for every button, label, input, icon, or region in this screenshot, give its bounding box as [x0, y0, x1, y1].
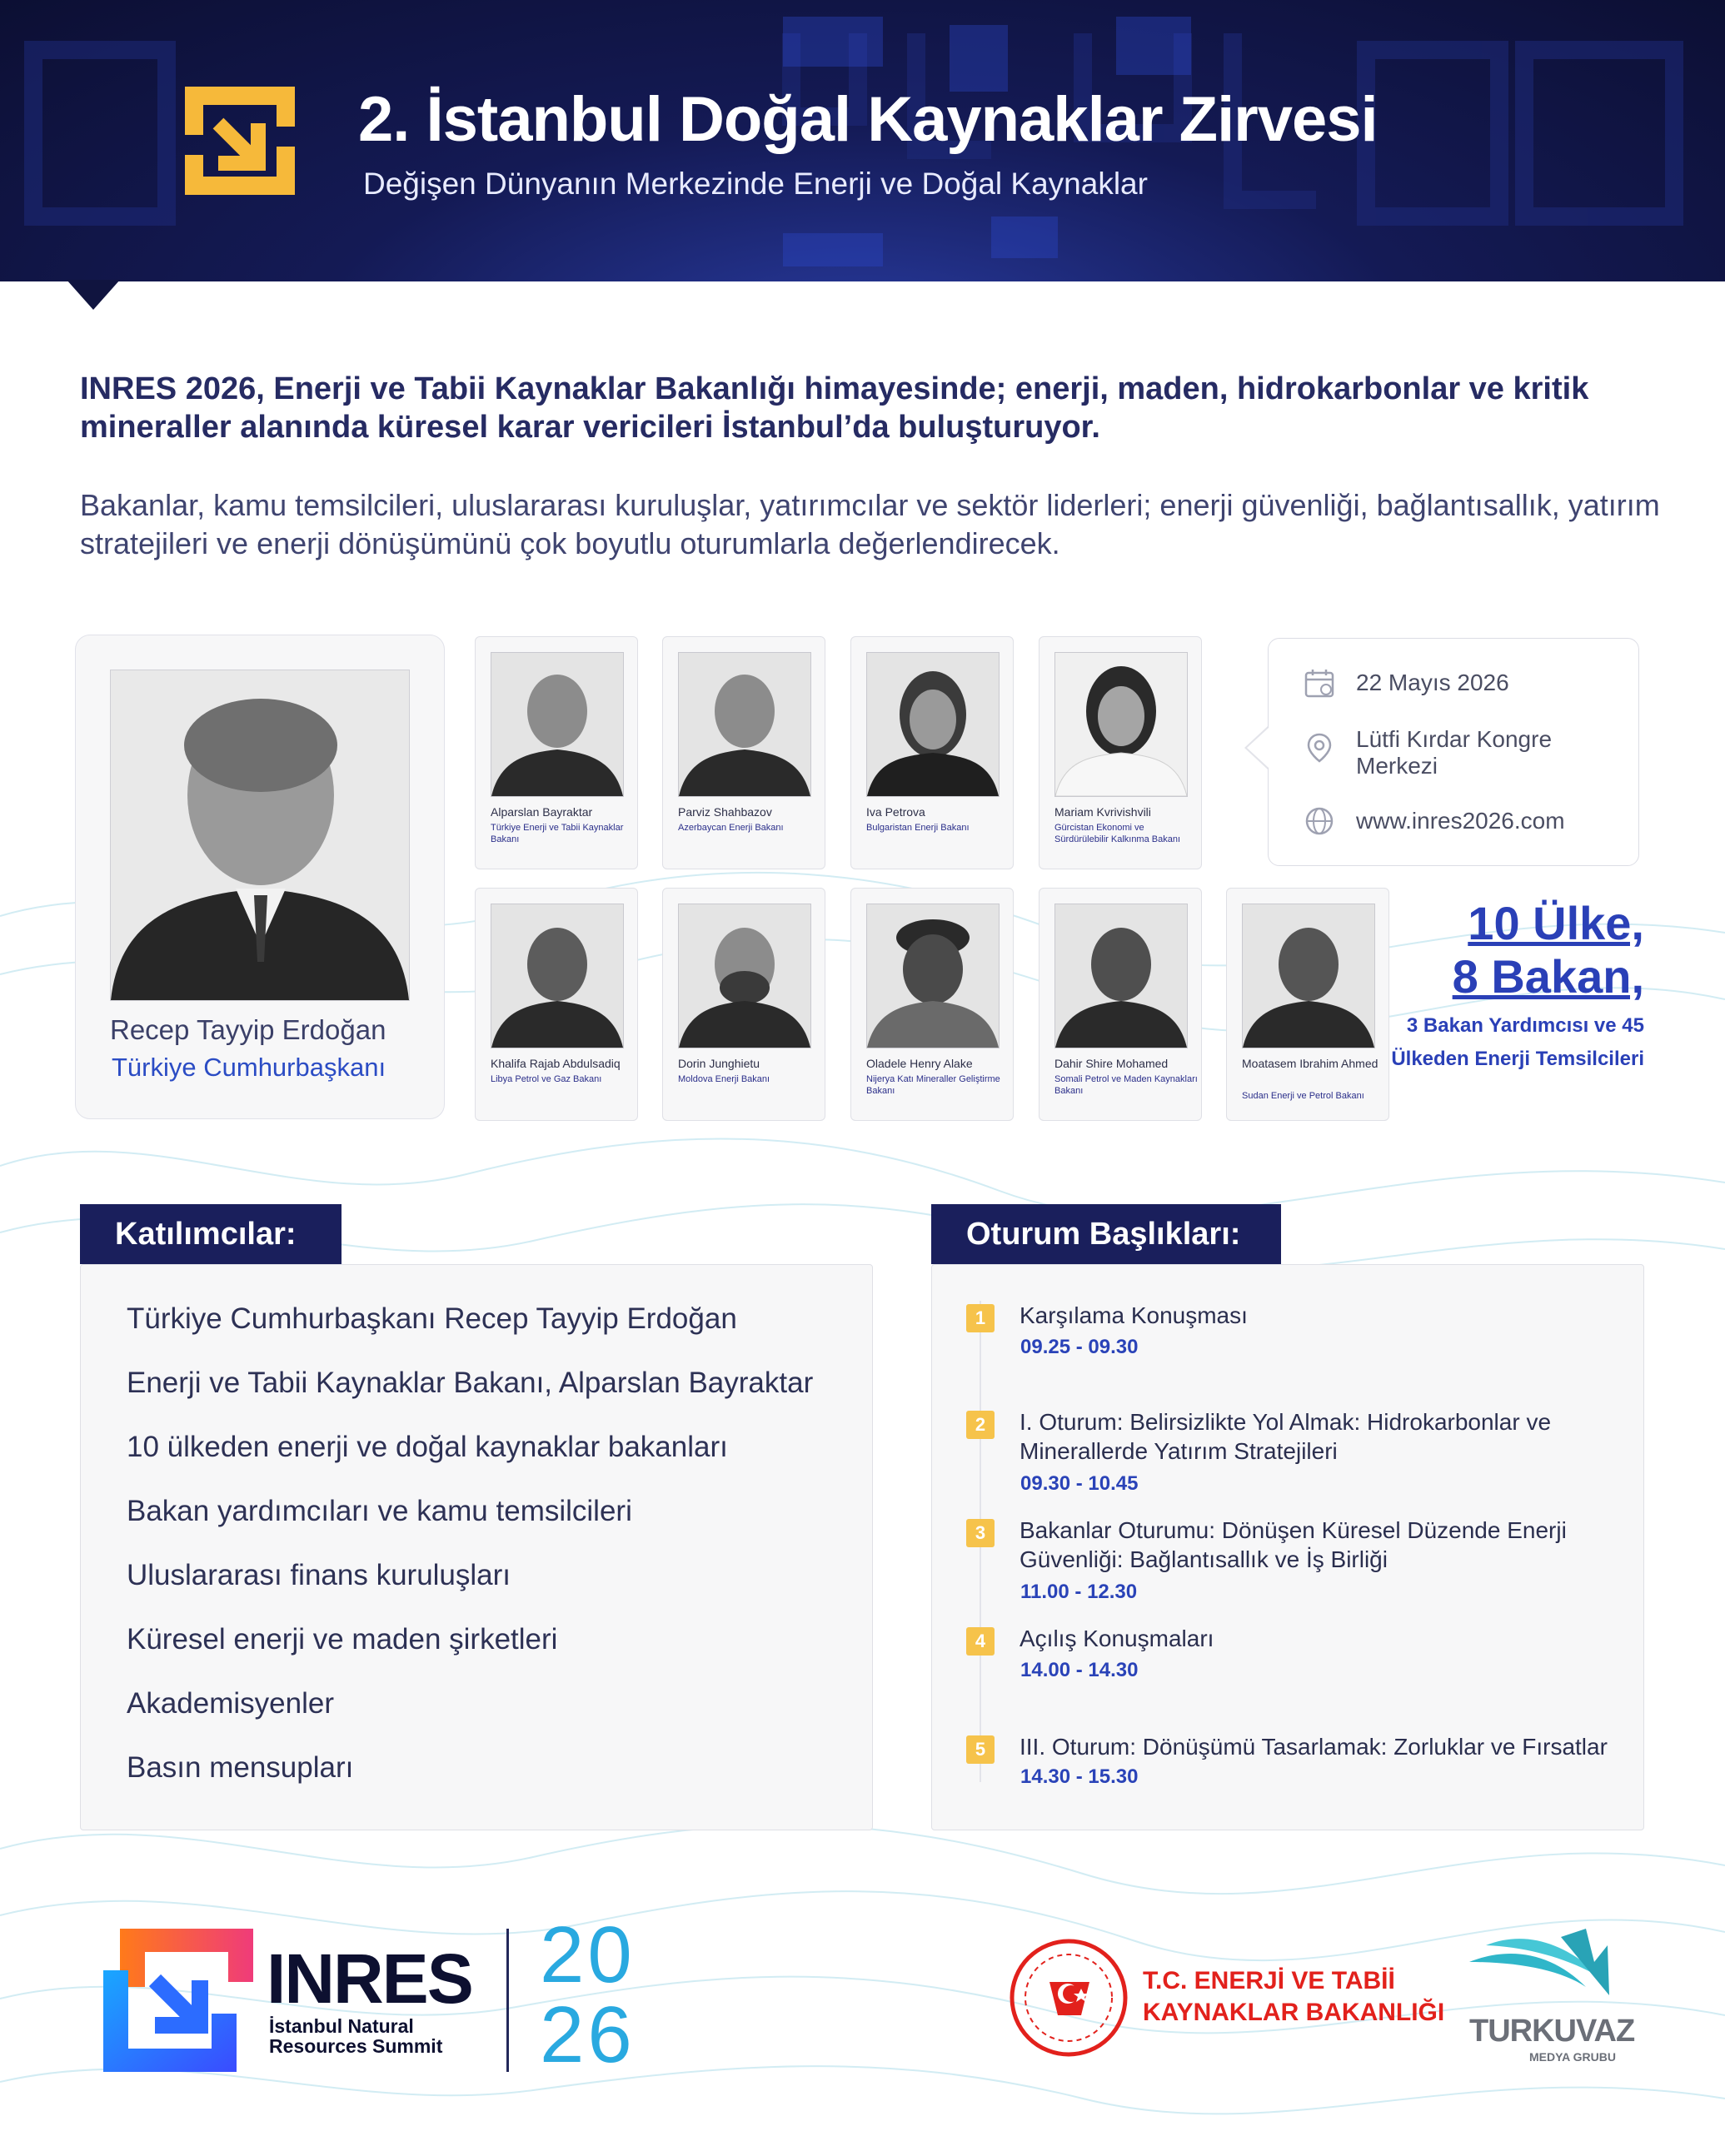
- footer-divider: [506, 1929, 509, 2072]
- minister-card: [475, 888, 638, 1121]
- session-title: Karşılama Konuşması: [1020, 1302, 1248, 1328]
- minister-photo: [866, 652, 1000, 797]
- minister-card: [850, 636, 1014, 869]
- main-speaker-name: Recep Tayyip Erdoğan: [110, 1014, 386, 1045]
- minister-card: [662, 636, 825, 869]
- minister-card: [662, 888, 825, 1121]
- minister-title: Moldova Enerji Bakanı: [678, 1074, 770, 1084]
- inres-subtitle-line2: Resources Summit: [269, 2035, 443, 2057]
- session-number-badge: 4: [966, 1627, 995, 1656]
- inres-subtitle-line1: İstanbul Natural: [269, 2015, 414, 2037]
- page-title: 2. İstanbul Doğal Kaynaklar Zirvesi: [358, 84, 1378, 155]
- minister-name: Parviz Shahbazov: [678, 805, 772, 819]
- participant-item: Basın mensupları: [127, 1751, 354, 1784]
- minister-photo: [678, 652, 811, 797]
- minister-photo: [1054, 652, 1188, 797]
- event-venue: Lütfi Kırdar Kongre Merkezi: [1356, 726, 1553, 779]
- minister-name: Iva Petrova: [866, 805, 925, 819]
- session-time: 09.25 - 09.30: [1020, 1336, 1139, 1358]
- turkuvaz-logo-icon: [1461, 1929, 1614, 2010]
- session-title: I. Oturum: Belirsizlikte Yol Almak: Hidrokarbonlar ve Minerallerde Yatırım Stratejileri: [1020, 1409, 1552, 1464]
- session-number-badge: 2: [966, 1411, 995, 1439]
- minister-photo: [491, 652, 624, 797]
- participant-item: 10 ülkeden enerji ve doğal kaynaklar bakanları: [127, 1431, 728, 1463]
- minister-name: Khalifa Rajab Abdulsadiq: [491, 1057, 621, 1070]
- minister-card: [850, 888, 1014, 1121]
- minister-title: Libya Petrol ve Gaz Bakanı: [491, 1074, 602, 1084]
- session-time: 14.00 - 14.30: [1020, 1659, 1139, 1681]
- intro-lead: INRES 2026, Enerji ve Tabii Kaynaklar Bakanlığı himayesinde; enerji, maden, hidrokarbonlar ve kritik mineraller alanında küresel karar vericileri İstanbul’da buluşturuyor.: [80, 371, 1589, 445]
- year-bottom: 26: [540, 1990, 636, 2079]
- minister-card: [1226, 888, 1389, 1121]
- minister-title: Sudan Enerji ve Petrol Bakanı: [1242, 1091, 1364, 1101]
- turkuvaz-subtitle: MEDYA GRUBU: [1529, 2050, 1616, 2064]
- minister-photo: [1054, 904, 1188, 1048]
- minister-name: Dorin Junghietu: [678, 1057, 760, 1070]
- inres-wordmark: INRES: [267, 1939, 472, 2018]
- header-pointer: [67, 280, 120, 310]
- stat-representatives: 3 Bakan Yardımcısı ve 45 Ülkeden Enerji Temsilcileri: [1391, 1014, 1644, 1070]
- session-number-badge: 3: [966, 1519, 995, 1547]
- event-date: 22 Mayıs 2026: [1356, 670, 1509, 695]
- minister-photo: [491, 904, 624, 1048]
- participant-item: Türkiye Cumhurbaşkanı Recep Tayyip Erdoğan: [127, 1302, 737, 1335]
- minister-title: Azerbaycan Enerji Bakanı: [678, 823, 784, 833]
- participant-item: Uluslararası finans kuruluşları: [127, 1559, 511, 1591]
- session-title: Açılış Konuşmaları: [1020, 1626, 1214, 1651]
- session-number-badge: 1: [966, 1304, 995, 1332]
- event-website-link[interactable]: www.inres2026.com: [1356, 808, 1565, 834]
- calendar-icon: [1303, 666, 1336, 700]
- ministry-name-line2: KAYNAKLAR BAKANLIĞI: [1143, 1999, 1445, 2026]
- minister-title: Nijerya Katı Mineraller Geliştirme Bakanı: [866, 1074, 1000, 1096]
- inres-logo-icon: [103, 1929, 253, 2072]
- session-time: 09.30 - 10.45: [1020, 1472, 1139, 1495]
- minister-title: Somali Petrol ve Maden Kaynakları Bakanı: [1054, 1074, 1198, 1096]
- participant-item: Bakan yardımcıları ve kamu temsilcileri: [127, 1495, 632, 1527]
- minister-name: Dahir Shire Mohamed: [1054, 1057, 1169, 1070]
- participant-item: Küresel enerji ve maden şirketleri: [127, 1623, 558, 1656]
- session-title: III. Oturum: Dönüşümü Tasarlamak: Zorluklar ve Fırsatlar: [1020, 1734, 1608, 1760]
- minister-title: Gürcistan Ekonomi ve Sürdürülebilir Kalkınma Bakanı: [1054, 823, 1181, 844]
- minister-title: Türkiye Enerji ve Tabii Kaynaklar Bakanı: [491, 823, 624, 844]
- main-speaker-photo: [110, 670, 410, 1001]
- year-top: 20: [540, 1910, 636, 1999]
- participant-item: Akademisyenler: [127, 1687, 334, 1720]
- participants-panel: [80, 1264, 873, 1830]
- minister-photo: [1242, 904, 1375, 1048]
- minister-name: Alparslan Bayraktar: [491, 805, 593, 819]
- ministry-name-line1: T.C. ENERJİ VE TABİİ: [1143, 1967, 1395, 1994]
- ministry-seal-icon: [1010, 1939, 1128, 2057]
- main-speaker-title: Türkiye Cumhurbaşkanı: [112, 1053, 386, 1082]
- location-pin-icon: [1303, 731, 1336, 764]
- minister-card: [1039, 636, 1202, 869]
- intro-text: Bakanlar, kamu temsilcileri, uluslararası kuruluşlar, yatırımcılar ve sektör liderleri; enerji güvenliği, bağlantısallık, yatırım stratejileri ve enerji dönüşümünü çok boyutlu oturumlarla değerlendirecek.: [80, 488, 1660, 560]
- stat-countries: 10 Ülke,: [1468, 897, 1644, 949]
- session-time: 11.00 - 12.30: [1020, 1581, 1138, 1603]
- minister-card: [1039, 888, 1202, 1121]
- minister-name: Oladele Henry Alake: [866, 1057, 973, 1070]
- session-title: Bakanlar Oturumu: Dönüşen Küresel Düzende Enerji Güvenliği: Bağlantısallık ve İş Birliği: [1020, 1517, 1567, 1572]
- session-time: 14.30 - 15.30: [1020, 1765, 1139, 1788]
- minister-name: Moatasem Ibrahim Ahmed: [1242, 1057, 1379, 1070]
- participant-item: Enerji ve Tabii Kaynaklar Bakanı, Alparslan Bayraktar: [127, 1367, 814, 1399]
- globe-icon: [1303, 804, 1336, 838]
- minister-photo: [678, 904, 811, 1048]
- minister-card: [475, 636, 638, 869]
- minister-name: Mariam Kvrivishvili: [1054, 805, 1151, 819]
- session-number-badge: 5: [966, 1735, 995, 1764]
- stat-ministers: 8 Bakan,: [1452, 950, 1644, 1003]
- sessions-heading: Oturum Başlıkları:: [931, 1204, 1281, 1264]
- minister-title: Bulgaristan Enerji Bakanı: [866, 823, 970, 833]
- page-subtitle: Değişen Dünyanın Merkezinde Enerji ve Doğal Kaynaklar: [363, 167, 1148, 201]
- minister-photo: [866, 904, 1000, 1048]
- summit-logo-icon: [185, 87, 295, 195]
- info-box-pointer-inner: [1247, 728, 1269, 768]
- turkuvaz-wordmark: TURKUVAZ: [1469, 2014, 1635, 2049]
- participants-heading: Katılımcılar:: [80, 1204, 342, 1264]
